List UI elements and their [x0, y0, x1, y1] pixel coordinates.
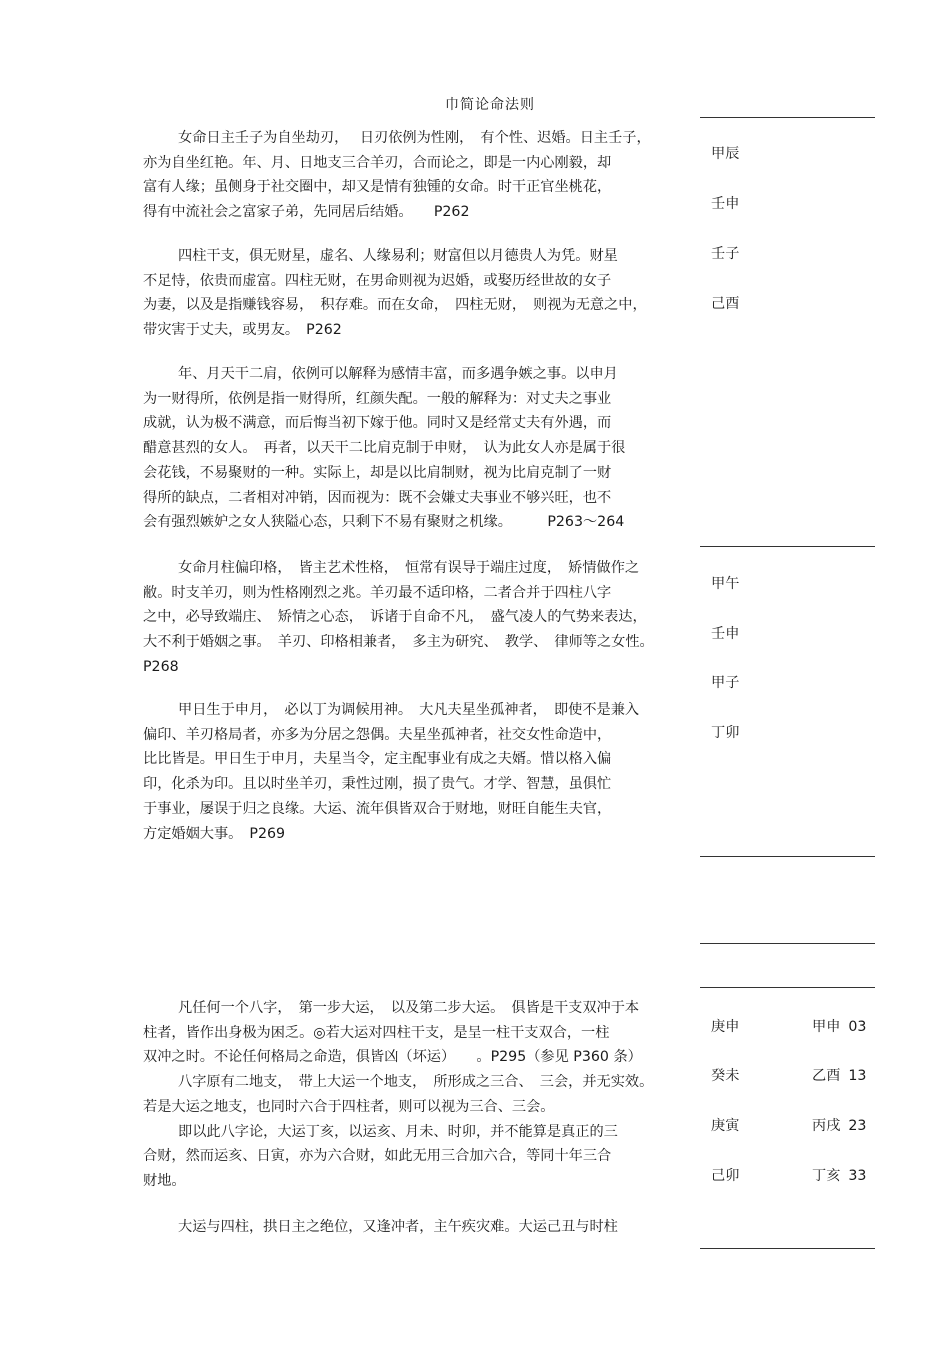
text-line: 柱者，皆作出身极为困乏。◎若大运对四柱干支，是呈一柱干支双合，一柱 [143, 1024, 610, 1041]
paragraph-4 [143, 556, 688, 680]
text-line: 之中，必导致端庄、 矫情之心态， 诉诸于自命不凡， 盛气凌人的气势来表达， [143, 609, 647, 626]
dayun-pillar: 丙戌 [812, 1118, 841, 1134]
text-line: 于事业，屡误于归之良缘。大运、流年俱皆双合于财地，财旺自能生夫官， [143, 800, 612, 817]
chart2-day-pillar: 甲子 [711, 675, 740, 691]
text-line: 合财，然而运亥、日寅，亦为六合财，如此无用三合加六合，等同十年三合 [143, 1148, 612, 1165]
text-line: 比比皆是。甲日生于申月，夫星当令，定主配事业有成之夫婿。惜以格入偏 [143, 751, 612, 768]
text-line: 富有人缘；虽侧身于社交圈中，却又是情有独锺的女命。时干正官坐桃花， [143, 179, 612, 196]
text-line: 会花钱，不易聚财的一种。实际上，却是以比肩制财，视为比肩克制了一财 [143, 464, 612, 481]
text-line: 大运与四柱，拱日主之绝位，又逢冲者，主午疾灾难。大运己丑与时柱 [178, 1219, 618, 1235]
text-line: 即以此八字论，大运丁亥，以运亥、月未、时卯，并不能算是真正的三 [178, 1123, 618, 1140]
paragraph-2 [143, 244, 688, 343]
divider-rule [700, 1248, 875, 1249]
paragraph-5 [143, 698, 688, 846]
chart3-day-pillar: 庚寅 [711, 1118, 740, 1134]
text-line: 亦为自坐红艳。年、月、日地支三合羊刃，合而论之，即是一内心刚毅，却 [143, 154, 612, 171]
divider-rule [700, 117, 875, 118]
dayun-row [812, 1016, 866, 1036]
text-line: 成就，认为极不满意，而后悔当初下嫁于他。同时又是经常丈夫有外遇，而 [143, 415, 612, 432]
paragraph-7 [143, 1215, 688, 1240]
chart3-hour-pillar: 己卯 [711, 1168, 740, 1184]
text-line: 女命月柱偏印格， 皆主艺术性格， 恒常有误导于端庄过度， 矫情做作之 [178, 560, 640, 576]
divider-rule [700, 943, 875, 944]
chart1-year-pillar: 甲辰 [711, 146, 740, 162]
text-line: 甲日生于申月， 必以丁为调候用神。 大凡夫星坐孤神者， 即使不是兼入 [178, 702, 640, 718]
dayun-pillar: 甲申 [812, 1019, 841, 1035]
text-line: 八字原有二地支， 带上大运一个地支， 所形成之三合、 三会，并无实效。 [178, 1074, 654, 1091]
text-line: 偏印、羊刃格局者，亦多为分居之怨偶。夫星坐孤神者，社交女性命造中， [143, 726, 612, 743]
chart1-day-pillar: 壬子 [711, 246, 740, 262]
chart2-month-pillar: 壬申 [711, 626, 740, 642]
text-line: 印，化杀为印。且以时坐羊刃，秉性过刚，损了贵气。才学、智慧，虽俱忙 [143, 776, 612, 793]
dayun-pillar: 乙酉 [812, 1068, 841, 1084]
dayun-row [812, 1115, 866, 1135]
text-line: 得有中流社会之富家子弟，先同居后结婚。 P262 [143, 204, 470, 221]
paragraph-3 [143, 362, 688, 535]
chart2-year-pillar: 甲午 [711, 576, 740, 592]
text-line: 为一财得所，依例是指一财得所，红颜失配。一般的解释为：对丈夫之事业 [143, 390, 612, 407]
divider-rule [700, 987, 875, 988]
dayun-age: 23 [848, 1118, 867, 1134]
text-line: 醋意甚烈的女人。 再者，以天干二比肩克制于申财， 认为此女人亦是属于很 [143, 440, 626, 457]
dayun-row [812, 1165, 866, 1185]
chart3-month-pillar: 癸未 [711, 1068, 740, 1084]
text-line: 若是大运之地支，也同时六合于四柱者，则可以视为三合、三会。 [143, 1098, 555, 1115]
text-line: P268 [143, 658, 179, 675]
dayun-pillar: 丁亥 [812, 1168, 841, 1184]
text-line: 四柱干支，俱无财星，虚名、人缘易利；财富但以月德贵人为凭。财星 [178, 248, 618, 264]
text-line: 年、月天干二肩，依例可以解释为感情丰富，而多遇争嫉之事。以申月 [178, 366, 618, 382]
text-line: 会有强烈嫉妒之女人狭隘心态，只剩下不易有聚财之机缘。 P263～264 [143, 514, 625, 531]
text-line: 方定婚姻大事。 P269 [143, 825, 286, 842]
chart1-hour-pillar: 己酉 [711, 296, 740, 312]
text-line: 带灾害于丈夫，或男友。 P262 [143, 322, 342, 339]
text-line: 财地。 [143, 1172, 186, 1189]
text-line: 女命日主壬子为自坐劫刃， 日刃依例为性刚， 有个性、迟婚。日主壬子， [178, 130, 651, 146]
dayun-age: 33 [848, 1168, 867, 1184]
text-line: 不足恃，依贵而虚富。四柱无财，在男命则视为迟婚，或娶历经世故的女子 [143, 272, 612, 289]
dayun-row [812, 1065, 866, 1085]
paragraph-1 [143, 126, 688, 225]
text-line: 双冲之时。不论任何格局之命造，俱皆凶（坏运） 。P295（参见 P360 条） [143, 1049, 642, 1066]
text-line: 凡任何一个八字， 第一步大运， 以及第二步大运。 俱皆是干支双冲于本 [178, 1000, 640, 1016]
divider-rule [700, 546, 875, 547]
text-line: 敝。时支羊刃，则为性格刚烈之兆。羊刃最不适印格，二者合并于四柱八字 [143, 584, 612, 601]
chart2-hour-pillar: 丁卯 [711, 725, 740, 741]
chart3-year-pillar: 庚申 [711, 1019, 740, 1035]
dayun-age: 03 [848, 1019, 867, 1035]
text-line: 大不利于婚姻之事。 羊刃、印格相兼者， 多主为研究、 教学、 律师等之女性。 [143, 634, 654, 651]
divider-rule [700, 856, 875, 857]
chart1-month-pillar: 壬申 [711, 196, 740, 212]
text-line: 为妻，以及是指赚钱容易， 积存难。而在女命， 四柱无财， 则视为无意之中， [143, 297, 647, 314]
dayun-age: 13 [848, 1068, 867, 1084]
paragraph-6 [143, 996, 688, 1194]
text-line: 得所的缺点，二者相对冲销，因而视为：既不会嫌丈夫事业不够兴旺，也不 [143, 489, 612, 506]
page-title: 巾简论命法则 [445, 97, 535, 113]
